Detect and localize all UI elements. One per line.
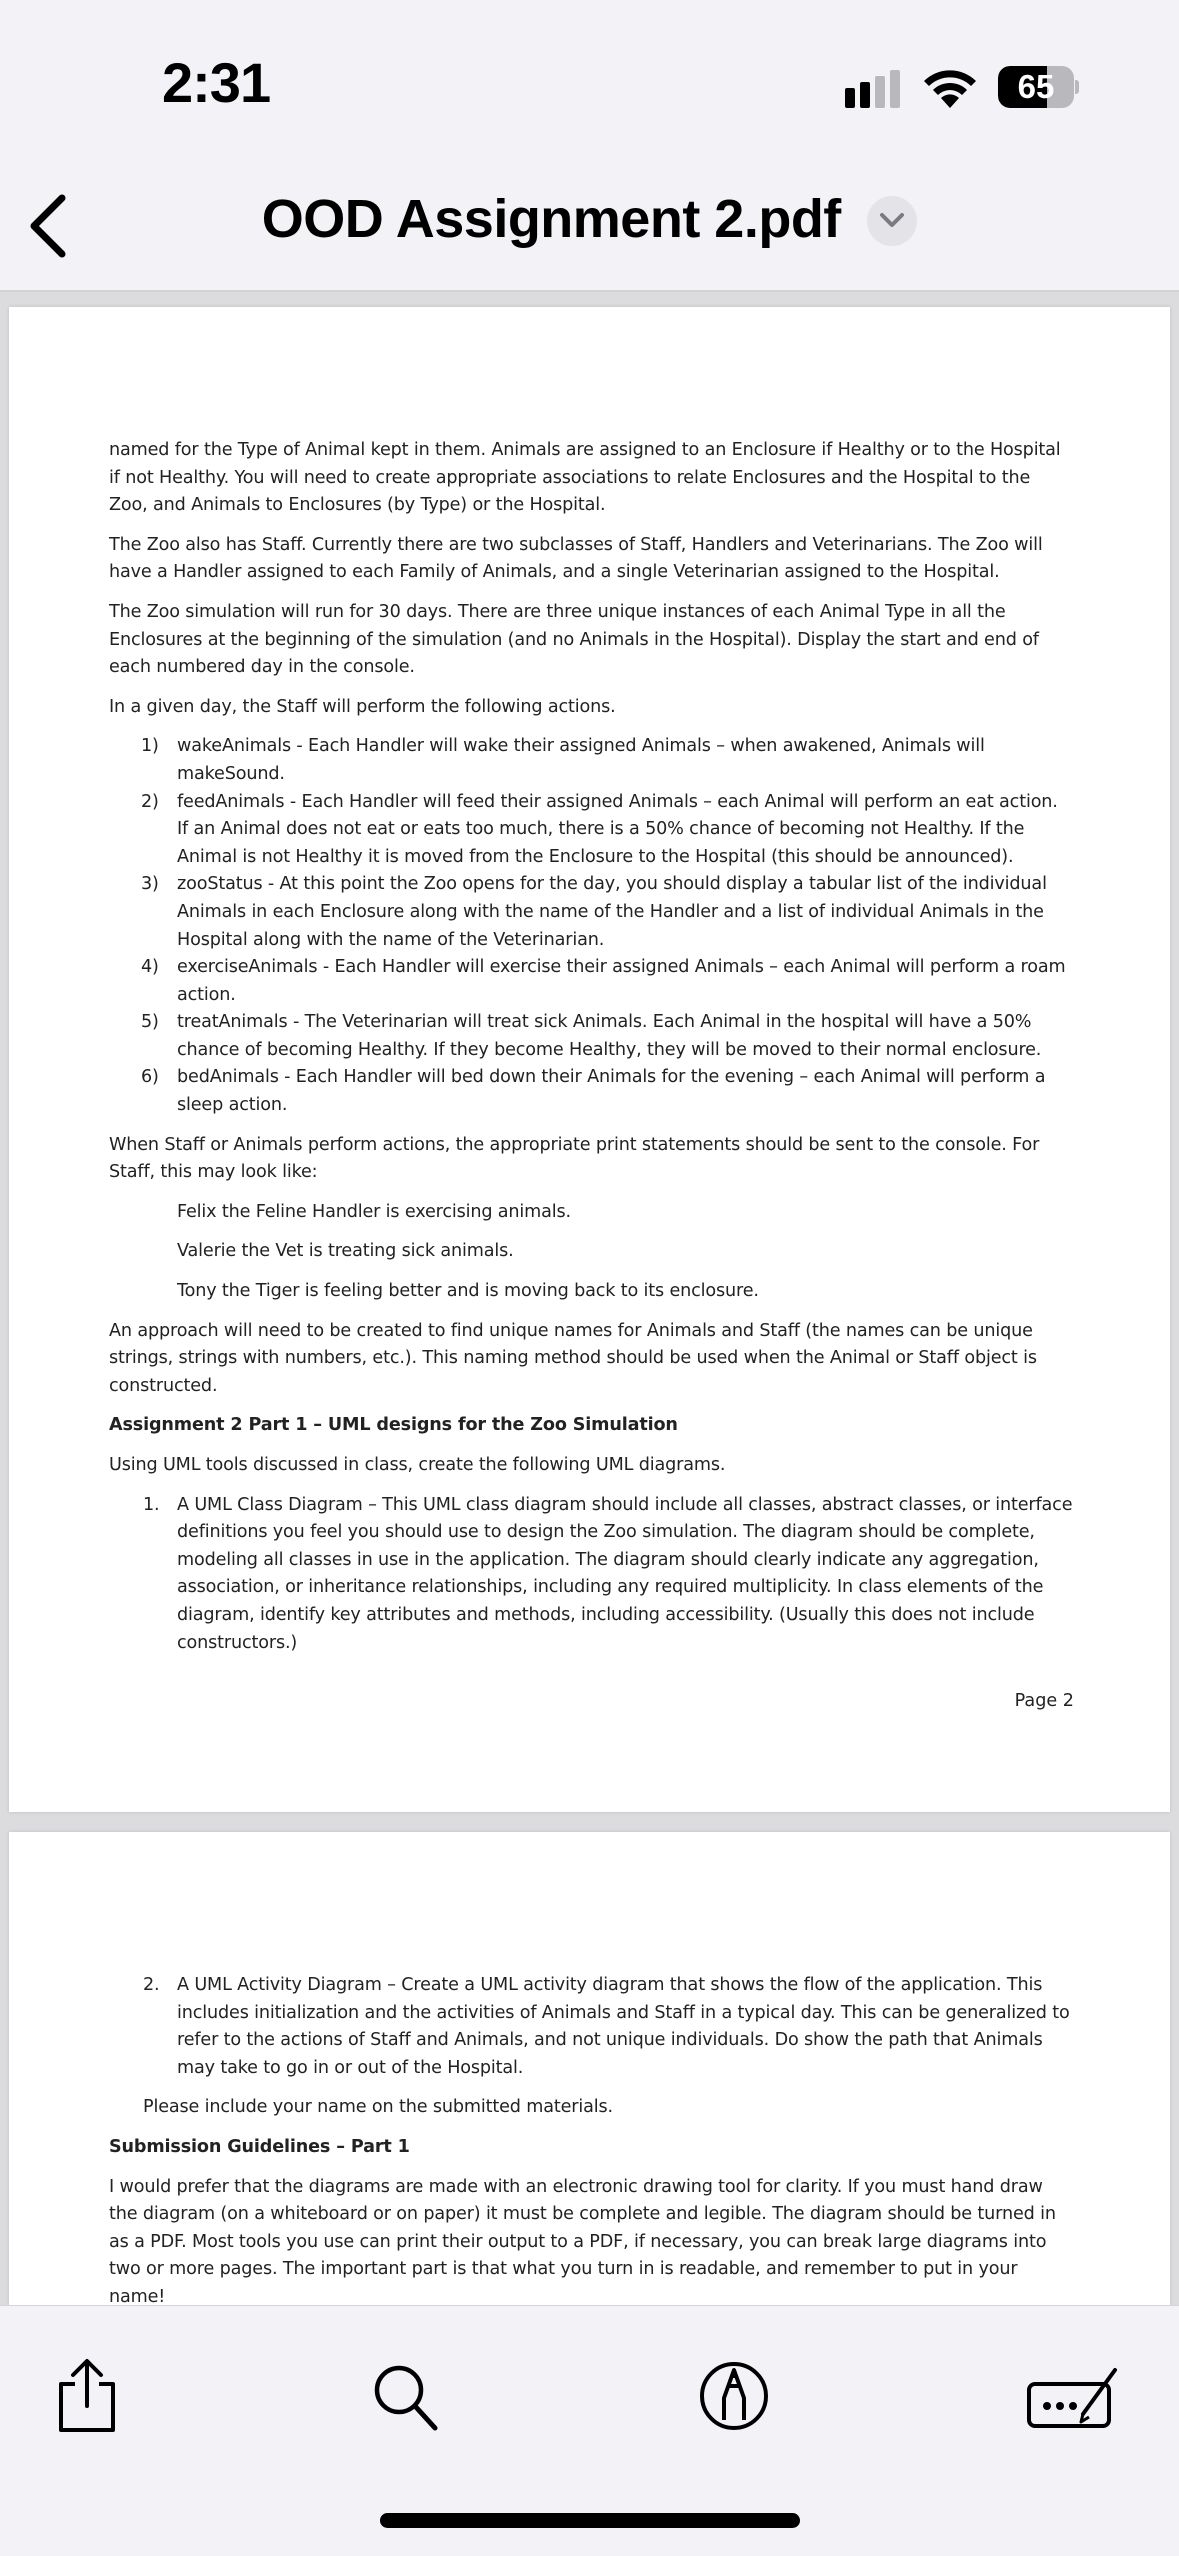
list-item: 2) feedAnimals - Each Handler will feed their assigned Animals – each Animal will perform an eat action. If an Animal does not eat or eats too much, there is a 50% chance of becoming not Healthy. If the Animal is not Healthy it is moved from the Enclosure to the Hospital (this should be announced).: [141, 791, 1058, 867]
list-item: 3) zooStatus - At this point the Zoo opens for the day, you should display a tabular list of the individual Animals in each Enclosure along with the name of the Handler and a list of individual Animals in the Hospital along with the name of the Veterinarian.: [141, 874, 1047, 950]
fill-and-sign-icon: [1023, 2356, 1123, 2436]
cellular-signal-icon: [845, 70, 903, 108]
pdf-page-2: [9, 307, 1170, 1812]
share-icon: [47, 2356, 127, 2436]
nav-bar: [0, 160, 1179, 290]
list-item: 4) exerciseAnimals - Each Handler will exercise their assigned Animals – each Animal will perform a roam action.: [141, 957, 1066, 1005]
home-indicator[interactable]: [380, 2513, 800, 2528]
page-text: [109, 1972, 1074, 2305]
list-item: 2. A UML Activity Diagram – Create a UML activity diagram that shows the flow of the application. This includes initialization and the activities of Animals and Staff in a typical day. This can be generalized to refer to the actions of Staff and Animals, and not unique individuals. Do show the path that Animals may take to go in or out of the Hospital.: [143, 1975, 1070, 2078]
title-menu-button[interactable]: [867, 196, 917, 246]
example-output: Tony the Tiger is feeling better and is moving back to its enclosure.: [177, 1281, 759, 1302]
section-heading: Submission Guidelines – Part 1: [109, 2136, 410, 2157]
daily-actions-list: [109, 733, 1074, 1119]
battery-indicator: [998, 66, 1078, 108]
example-output: Felix the Feline Handler is exercising animals.: [177, 1201, 571, 1222]
markup-icon: [694, 2356, 774, 2436]
paragraph: Using UML tools discussed in class, create the following UML diagrams.: [109, 1455, 726, 1475]
page-text: [109, 437, 1074, 1669]
search-icon: [365, 2356, 445, 2436]
chevron-down-icon: [879, 211, 905, 231]
battery-percent: 65: [1017, 68, 1055, 105]
uml-diagram-list: [109, 1972, 1074, 2082]
list-item: 1. A UML Class Diagram – This UML class diagram should include all classes, abstract classes, or interface definitions you feel you should use to design the Zoo simulation. The diagram should be complete, modeling all classes in use in the application. The diagram should clearly indicate any aggregation, association, or inheritance relationships, including any required multiplicity. In class elements of the diagram, identify key attributes and methods, including accessibility. (Usually this does not include constructors.): [143, 1494, 1073, 1653]
fill-and-sign-button[interactable]: [1023, 2356, 1123, 2436]
paragraph: An approach will need to be created to find unique names for Animals and Staff (the names can be unique strings, strings with numbers, etc.). This naming method should be used when the Animal or Staff object is constructed.: [109, 1320, 1037, 1396]
list-item: 6) bedAnimals - Each Handler will bed down their Animals for the evening – each Animal will perform a sleep action.: [141, 1067, 1046, 1116]
status-bar: [0, 0, 1179, 160]
paragraph: The Zoo also has Staff. Currently there are two subclasses of Staff, Handlers and Veterinarians. The Zoo will have a Handler assigned to each Family of Animals, and a single Veterinarian assigned to the Hospital.: [109, 534, 1043, 583]
paragraph: I would prefer that the diagrams are made with an electronic drawing tool for clarity. If you must hand draw the diagram (on a whiteboard or on paper) it must be complete and legible. The diagram should be turned in as a PDF. Most tools you use can print their output to a PDF, if necessary, you can break large diagrams into two or more pages. The important part is that what you turn in is readable, and remember to put in your name!: [109, 2176, 1056, 2305]
paragraph: In a given day, the Staff will perform the following actions.: [109, 696, 616, 717]
document-title-button[interactable]: [0, 188, 1179, 260]
uml-diagram-list: [109, 1492, 1074, 1658]
paragraph: The Zoo simulation will run for 30 days. There are three unique instances of each Animal Type in all the Enclosures at the beginning of the simulation (and no Animals in the Hospital). Display the start and end of each numbered day in the console.: [109, 601, 1039, 678]
paragraph: When Staff or Animals perform actions, the appropriate print statements should be sent to the console. For Staff, this may look like:: [109, 1134, 1040, 1183]
markup-button[interactable]: [694, 2356, 774, 2436]
paragraph: named for the Type of Animal kept in them. Animals are assigned to an Enclosure if Healthy or to the Hospital if not Healthy. You will need to create appropriate associations to relate Enclosures and the Hospital to the Zoo, and Animals to Enclosures (by Type) or the Hospital.: [109, 440, 1061, 516]
share-button[interactable]: [47, 2356, 127, 2436]
wifi-icon: [922, 64, 978, 108]
paragraph: Please include your name on the submitted materials.: [143, 2097, 613, 2118]
section-heading: Assignment 2 Part 1 – UML designs for the Zoo Simulation: [109, 1415, 678, 1436]
page-number: Page 2: [1014, 1691, 1074, 1711]
pdf-page-3: [9, 1832, 1170, 2305]
status-time: 2:31: [162, 51, 271, 114]
list-item: 5) treatAnimals - The Veterinarian will treat sick Animals. Each Animal in the hospital will have a 50% chance of becoming Healthy. If they become Healthy, they will be moved to their normal enclosure.: [141, 1012, 1042, 1060]
search-button[interactable]: [365, 2356, 445, 2436]
list-item: 1) wakeAnimals - Each Handler will wake their assigned Animals – when awakened, Animals will makeSound.: [141, 736, 985, 784]
example-output: Valerie the Vet is treating sick animals.: [177, 1241, 514, 1262]
document-title: OOD Assignment 2.pdf: [261, 189, 841, 249]
document-viewer[interactable]: [0, 292, 1179, 2305]
